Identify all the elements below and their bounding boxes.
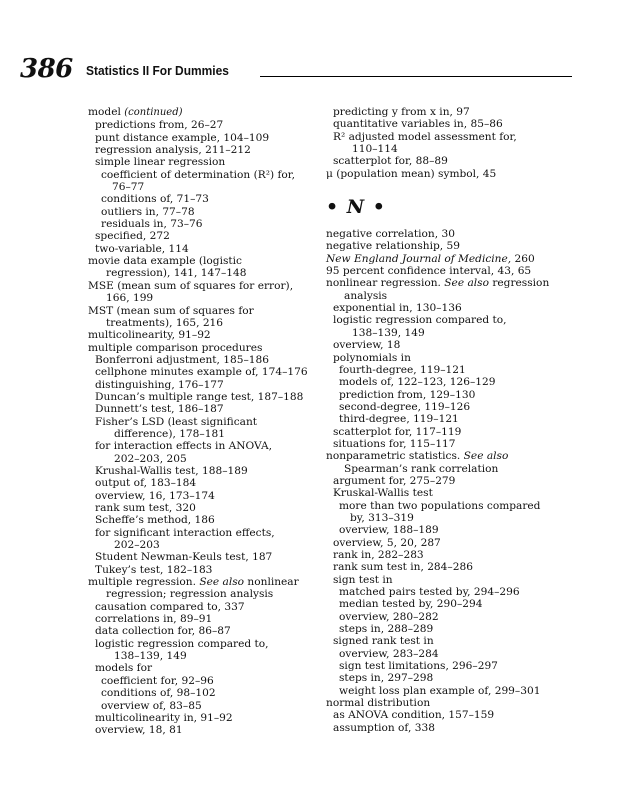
index-entry: for significant interaction effects, [95, 526, 275, 539]
index-column-right [326, 106, 558, 734]
index-entry: sign test limitations, 296–297 [339, 660, 498, 673]
index-entry: rank in, 282–283 [333, 549, 424, 561]
index-entry: multicolinearity, 91–92 [88, 329, 211, 342]
index-entry: R² adjusted model assessment for, [333, 130, 517, 143]
index-entry: overview of, 83–85 [101, 699, 202, 712]
index-entry: 202–203 [114, 539, 160, 552]
index-entry: overview, 188–189 [339, 524, 439, 537]
index-entry: assumption of, 338 [333, 721, 435, 734]
index-entry: conditions of, 98–102 [101, 687, 216, 700]
index-entry: weight loss plan example of, 299–301 [339, 684, 541, 697]
index-entry: multiple comparison procedures [88, 341, 263, 354]
index-entry: Bonferroni adjustment, 185–186 [95, 353, 270, 366]
index-entry: multicolinearity in, 91–92 [95, 711, 233, 724]
index-entry: causation compared to, 337 [95, 600, 245, 613]
index-entry: model (continued) [88, 106, 183, 118]
index-entry: specified, 272 [95, 230, 170, 243]
index-entry: rank sum test in, 284–286 [333, 561, 473, 574]
index-entry: simple linear regression [95, 156, 226, 169]
index-entry: data collection for, 86–87 [95, 625, 231, 638]
index-entry: predicting y from x in, 97 [333, 106, 470, 118]
index-entry: polynomials in [333, 351, 411, 364]
index-entry: 166, 199 [106, 292, 154, 305]
index-entry: analysis [344, 289, 388, 302]
index-entry: cellphone minutes example of, 174–176 [95, 366, 308, 379]
index-entry: 202–203, 205 [114, 452, 187, 465]
index-entry: matched pairs tested by, 294–296 [339, 586, 520, 599]
index-entry: fourth-degree, 119–121 [339, 363, 466, 376]
index-entry: Dunnett’s test, 186–187 [95, 403, 224, 416]
index-entry: conditions of, 71–73 [101, 193, 209, 206]
index-entry: μ (population mean) symbol, 45 [326, 167, 497, 180]
index-entry: overview, 18 [333, 339, 401, 352]
index-entry: models for [95, 662, 153, 675]
index-entry: third-degree, 119–121 [339, 413, 459, 426]
index-entry: treatments), 165, 216 [106, 316, 224, 329]
index-entry: 95 percent confidence interval, 43, 65 [326, 265, 532, 278]
index-entry: situations for, 115–117 [333, 437, 456, 450]
index-entry: coefficient of determination (R²) for, [101, 168, 296, 181]
index-entry: rank sum test, 320 [95, 502, 196, 514]
index-entry: Spearman’s rank correlation [344, 462, 499, 475]
index-entry: nonlinear regression. See also regression [326, 277, 550, 290]
index-entry: coefficient for, 92–96 [101, 674, 214, 687]
index-entry: correlations in, 89–91 [95, 613, 213, 626]
index-entry: steps in, 297–298 [339, 672, 434, 685]
index-entry: output of, 183–184 [95, 477, 197, 490]
index-entry: Kruskal-Wallis test [333, 487, 433, 500]
index-entry: by, 313–319 [350, 511, 414, 524]
index-entry: 138–139, 149 [114, 650, 187, 663]
index-entry: sign test in [333, 573, 393, 586]
index-entry: overview, 283–284 [339, 647, 439, 660]
index-entry: as ANOVA condition, 157–159 [333, 709, 495, 722]
index-entry: normal distribution [326, 697, 431, 710]
index-entry: residuals in, 73–76 [101, 218, 203, 231]
index-entry: regression; regression analysis [106, 588, 274, 601]
book-title: Statistics II For Dummies [86, 63, 229, 78]
index-entry: nonparametric statistics. See also [326, 450, 509, 463]
index-entry: Fisher’s LSD (least significant [95, 415, 258, 428]
index-entry: predictions from, 26–27 [95, 119, 224, 132]
index-entry: distinguishing, 176–177 [95, 378, 224, 391]
header-rule [260, 76, 572, 77]
index-entry: for interaction effects in ANOVA, [95, 440, 272, 453]
index-entry: punt distance example, 104–109 [95, 131, 270, 144]
index-entry: movie data example (logistic [88, 255, 242, 268]
index-entry: scatterplot for, 88–89 [333, 155, 448, 168]
index-entry: two-variable, 114 [95, 242, 189, 255]
index-entry: logistic regression compared to, [95, 637, 269, 650]
index-entry: 76–77 [112, 181, 145, 194]
index-entry: Scheffe’s method, 186 [95, 514, 215, 527]
section-letter-heading: • N • [326, 196, 386, 219]
index-entry: logistic regression compared to, [333, 314, 507, 327]
index-entry: Tukey’s test, 182–183 [95, 563, 213, 576]
index-entry: regression analysis, 211–212 [95, 144, 251, 157]
index-entry: prediction from, 129–130 [339, 388, 476, 401]
index-entry: outliers in, 77–78 [101, 205, 195, 218]
index-entry: exponential in, 130–136 [333, 302, 462, 315]
index-entry: overview, 16, 173–174 [95, 489, 215, 502]
index-entry: Krushal-Wallis test, 188–189 [95, 464, 248, 477]
index-entry: 110–114 [352, 143, 398, 156]
index-entry: overview, 280–282 [339, 610, 439, 623]
index-entry: Student Newman-Keuls test, 187 [95, 551, 273, 564]
page-header [20, 55, 560, 85]
index-entry: second-degree, 119–126 [339, 400, 471, 413]
index-entry: New England Journal of Medicine, 260 [326, 252, 535, 265]
index-entry: more than two populations compared [339, 499, 541, 512]
index-entry: negative correlation, 30 [326, 228, 455, 241]
index-entry: models of, 122–123, 126–129 [339, 376, 496, 389]
index-entry: signed rank test in [333, 635, 434, 648]
index-entry: median tested by, 290–294 [339, 598, 483, 611]
index-entry: argument for, 275–279 [333, 474, 456, 487]
index-entry: steps in, 288–289 [339, 623, 434, 636]
index-entry: overview, 5, 20, 287 [333, 536, 441, 549]
index-entry: Duncan’s multiple range test, 187–188 [95, 390, 304, 403]
index-entry: MSE (mean sum of squares for error), [88, 279, 294, 292]
index-entry: regression), 141, 147–148 [106, 267, 247, 280]
index-entry: difference), 178–181 [114, 427, 225, 440]
index-entry: overview, 18, 81 [95, 724, 183, 737]
index-entry: quantitative variables in, 85–86 [333, 118, 503, 131]
index-entry: negative relationship, 59 [326, 240, 460, 253]
page-number: 386 [20, 54, 73, 84]
index-entry: multiple regression. See also nonlinear [88, 576, 299, 589]
index-entry: MST (mean sum of squares for [88, 304, 254, 317]
index-entry: scatterplot for, 117–119 [333, 425, 462, 438]
index-entry: 138–139, 149 [352, 326, 425, 339]
index-column-left [88, 106, 316, 737]
